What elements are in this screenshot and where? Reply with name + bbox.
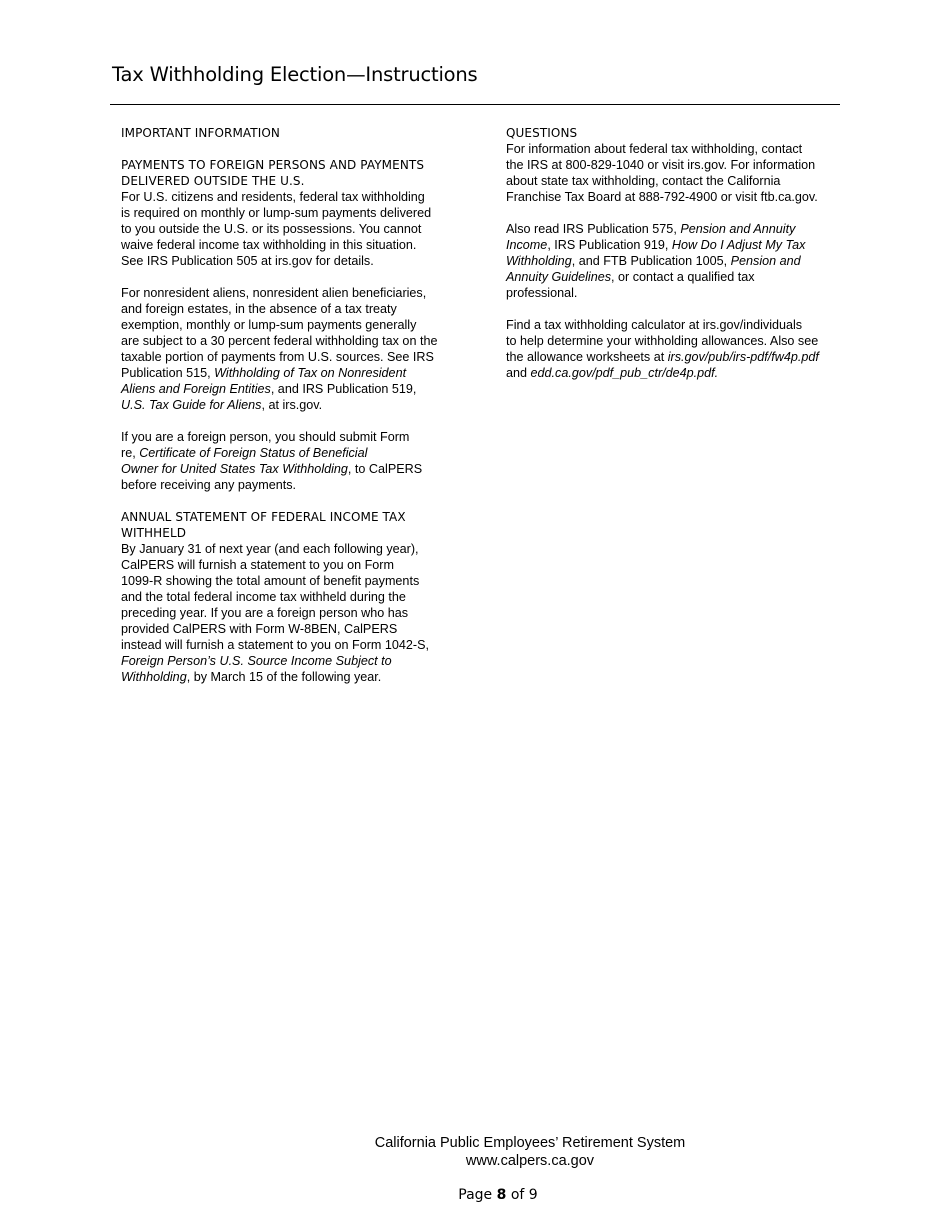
text: , at irs.gov. [261, 398, 323, 412]
paragraph-line [506, 349, 858, 365]
paragraph-line: waive federal income tax withholding in this situation. [121, 238, 417, 252]
paragraph-line: provided CalPERS with Form W-8BEN, CalPERS [121, 622, 398, 636]
annual-statement-heading-line-2: WITHHELD [121, 526, 187, 540]
footer-website: www.calpers.ca.gov [465, 1153, 595, 1169]
foreign-payments-paragraph [121, 189, 481, 269]
paragraph-line: professional. [506, 286, 578, 300]
form-title: Withholding [121, 670, 187, 684]
paragraph-line: are subject to a 30 percent federal withholding tax on the [121, 334, 438, 348]
text: , IRS Publication 919, [547, 238, 672, 252]
questions-heading: QUESTIONS [506, 126, 578, 140]
paragraph-line [121, 461, 481, 477]
publication-title: Pension and Annuity [680, 222, 796, 236]
paragraph-line: exemption, monthly or lump-sum payments generally [121, 318, 417, 332]
page-title: Tax Withholding Election—Instructions [112, 63, 478, 86]
publication-title: Withholding of Tax on Nonresident [214, 366, 407, 380]
paragraph-line: preceding year. If you are a foreign person who has [121, 606, 409, 620]
paragraph-line: to help determine your withholding allowances. Also see [506, 334, 819, 348]
paragraph-line: Foreign Person’s U.S. Source Income Subject to [121, 654, 392, 668]
paragraph-line: If you are a foreign person, you should submit Form [121, 430, 410, 444]
foreign-person-paragraph [121, 429, 481, 493]
publications-paragraph [506, 221, 858, 301]
foreign-payments-heading-line-1: PAYMENTS TO FOREIGN PERSONS AND PAYMENTS [121, 158, 425, 172]
text: re, [121, 446, 140, 460]
paragraph-line [121, 669, 481, 685]
paragraph-line: Find a tax withholding calculator at irs.gov/individuals [506, 318, 803, 332]
paragraph-line: and the total federal income tax withheld during the [121, 590, 406, 604]
paragraph-line: about state tax withholding, contact the California [506, 174, 781, 188]
total-pages: 9 [528, 1187, 538, 1203]
paragraph-line: and foreign estates, in the absence of a tax treaty [121, 302, 397, 316]
form-title: Certificate of Foreign Status of Beneficial [139, 446, 368, 460]
publication-title: Pension and [730, 254, 801, 268]
text: Publication 515, [121, 366, 215, 380]
paragraph-line: the IRS at 800-829-1040 or visit irs.gov. For information [506, 158, 816, 172]
text: , and IRS Publication 519, [270, 382, 417, 396]
text: , and FTB Publication 1005, [571, 254, 731, 268]
questions-paragraph [506, 141, 858, 205]
paragraph-line: For U.S. citizens and residents, federal tax withholding [121, 190, 425, 204]
paragraph-line [506, 253, 858, 269]
paragraph-line [121, 445, 481, 461]
text: and [506, 366, 531, 380]
foreign-payments-heading-line-2: DELIVERED OUTSIDE THE U.S. [121, 174, 305, 188]
paragraph-line: is required on monthly or lump-sum payments delivered [121, 206, 432, 220]
paragraph-line: By January 31 of next year (and each following year), [121, 542, 419, 556]
annual-statement-paragraph [121, 541, 481, 685]
paragraph-line [121, 381, 481, 397]
left-column [121, 125, 481, 685]
paragraph-line [506, 237, 858, 253]
page-number [430, 1187, 566, 1203]
paragraph-line [506, 269, 858, 285]
worksheet-url: edd.ca.gov/pdf_pub_ctr/de4p.pdf. [530, 366, 719, 380]
paragraph-line: before receiving any payments. [121, 478, 297, 492]
text: , or contact a qualified tax [611, 270, 755, 284]
paragraph-line [121, 397, 481, 413]
page-prefix: Page [458, 1187, 497, 1203]
paragraph-line [121, 365, 481, 381]
paragraph-line: For information about federal tax withholding, contact [506, 142, 803, 156]
text: , by March 15 of the following year. [186, 670, 382, 684]
text: , to CalPERS [347, 462, 423, 476]
publication-title: Income [506, 238, 548, 252]
paragraph-line: instead will furnish a statement to you on Form 1042-S, [121, 638, 429, 652]
publication-title: How Do I Adjust My Tax [671, 238, 806, 252]
worksheet-url: irs.gov/pub/irs-pdf/fw4p.pdf [667, 350, 819, 364]
text: the allowance worksheets at [506, 350, 668, 364]
important-info-heading: IMPORTANT INFORMATION [121, 126, 280, 140]
publication-title: Withholding [506, 254, 572, 268]
publication-title: Aliens and Foreign Entities [121, 382, 271, 396]
title-divider [110, 104, 840, 105]
paragraph-line: CalPERS will furnish a statement to you on Form [121, 558, 394, 572]
paragraph-line: 1099-R showing the total amount of benefit payments [121, 574, 420, 588]
paragraph-line: For nonresident aliens, nonresident alien beneficiaries, [121, 286, 427, 300]
paragraph-line [506, 221, 858, 237]
form-title: Owner for United States Tax Withholding [121, 462, 348, 476]
calculator-paragraph [506, 317, 858, 381]
paragraph-line: to you outside the U.S. or its possessions. You cannot [121, 222, 422, 236]
nonresident-aliens-paragraph [121, 285, 481, 413]
right-column [506, 125, 858, 381]
paragraph-line: See IRS Publication 505 at irs.gov for details. [121, 254, 374, 268]
paragraph-line: Franchise Tax Board at 888-792-4900 or visit ftb.ca.gov. [506, 190, 818, 204]
paragraph-line [506, 365, 858, 381]
paragraph-line: taxable portion of payments from U.S. sources. See IRS [121, 350, 434, 364]
text: Also read IRS Publication 575, [506, 222, 681, 236]
footer-organization: California Public Employees’ Retirement System [374, 1135, 686, 1151]
page-separator: of [506, 1187, 529, 1203]
publication-title: Annuity Guidelines [506, 270, 612, 284]
annual-statement-heading-line-1: ANNUAL STATEMENT OF FEDERAL INCOME TAX [121, 510, 406, 524]
publication-title: U.S. Tax Guide for Aliens [121, 398, 262, 412]
current-page: 8 [496, 1187, 507, 1203]
